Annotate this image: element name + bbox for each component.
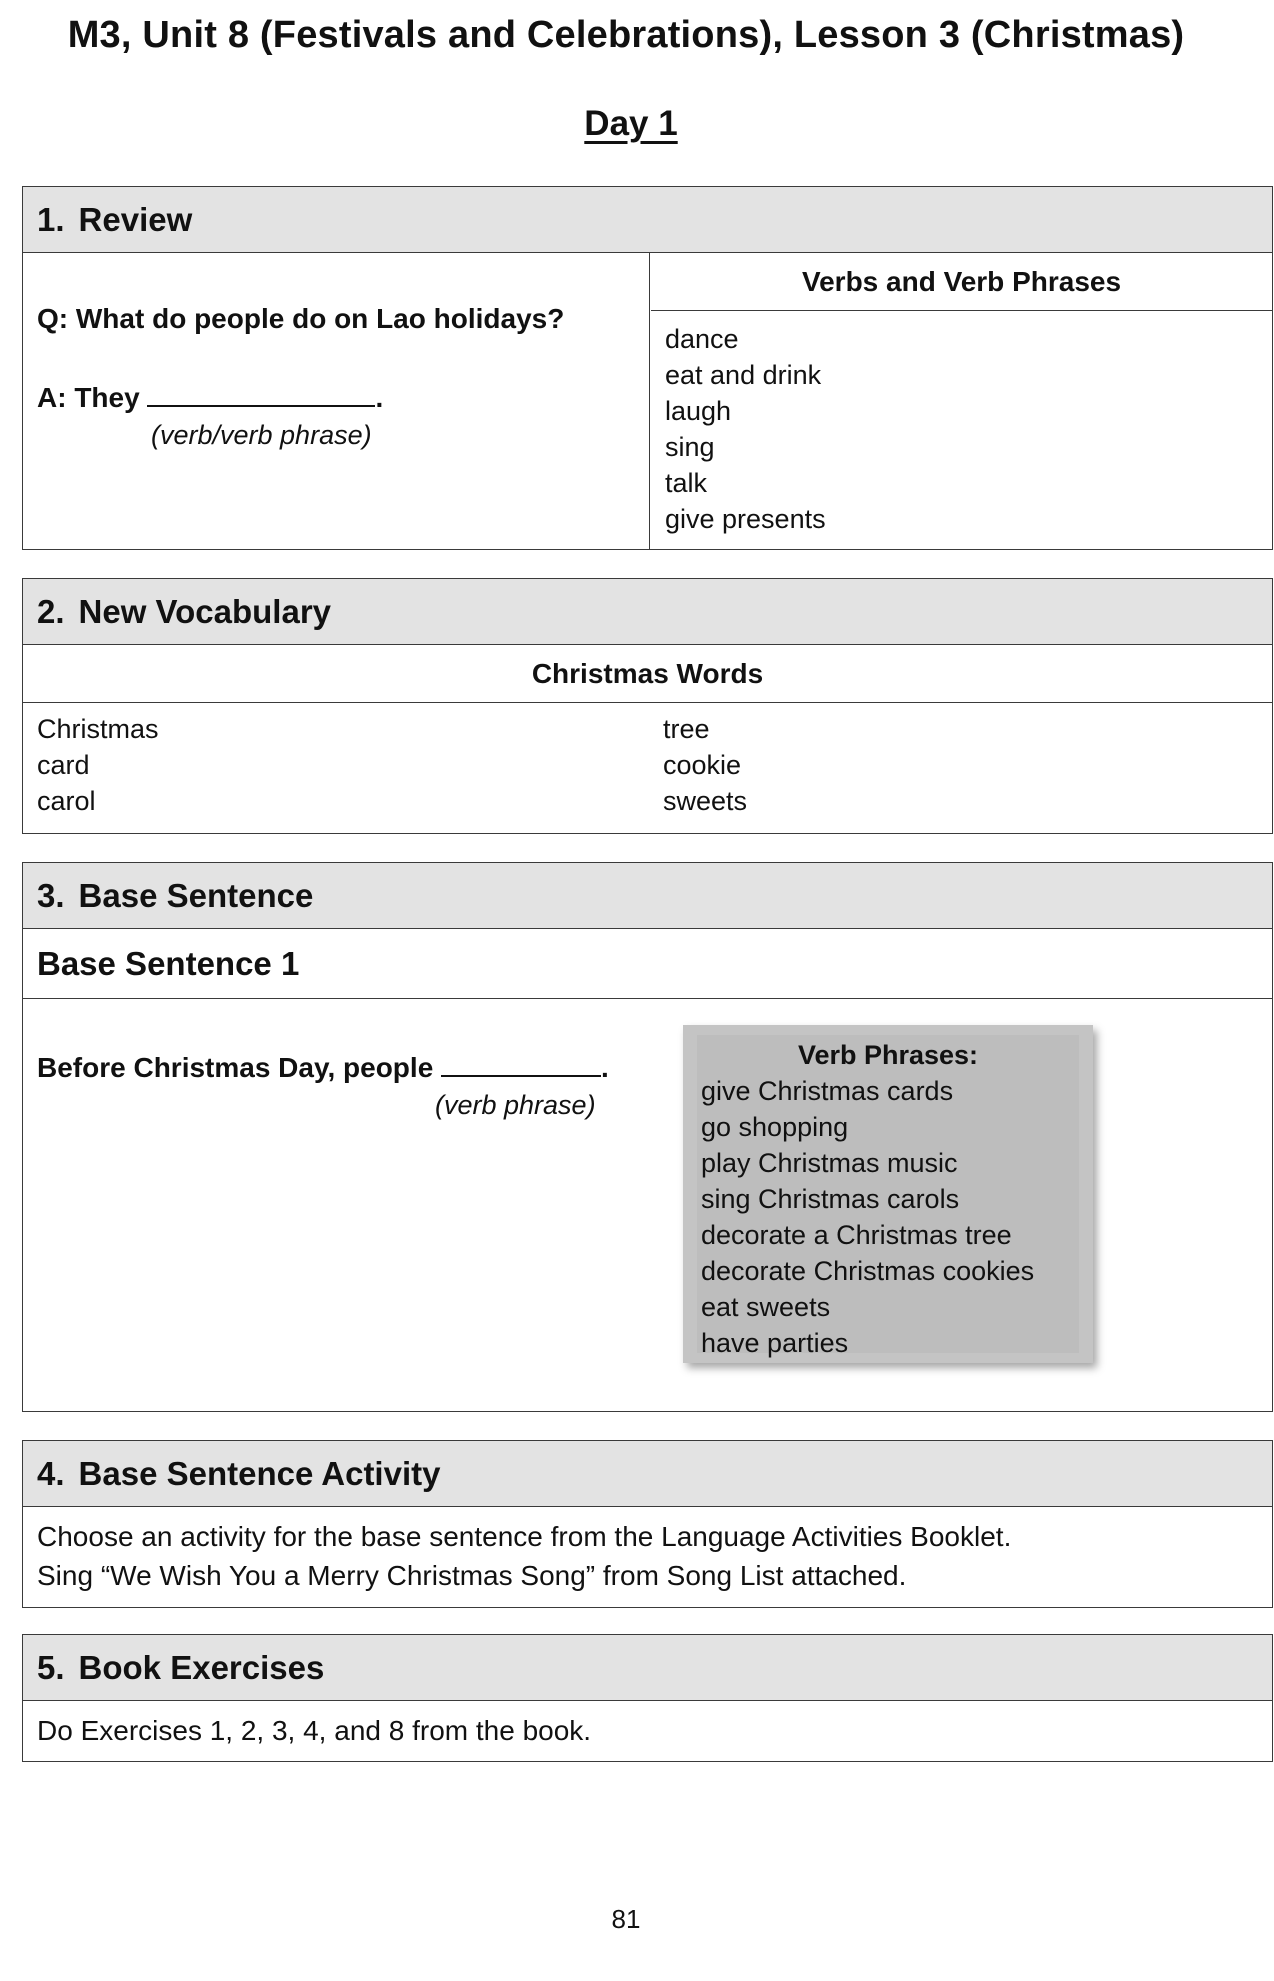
activity-number: 4. xyxy=(37,1454,65,1492)
verb-phrases-list xyxy=(701,1073,1075,1361)
review-section xyxy=(22,186,1273,550)
exercises-header xyxy=(23,1635,1272,1701)
base-sentence-prefix: Before Christmas Day, people xyxy=(37,1052,434,1083)
review-verbs-cell xyxy=(651,253,1272,549)
activity-line-1: Choose an activity for the base sentence from the Language Activities Booklet. xyxy=(37,1521,1012,1552)
verbs-list xyxy=(651,311,1272,537)
page-number: 81 xyxy=(611,1904,641,1934)
page-title: M3, Unit 8 (Festivals and Celebrations), Lesson 3 (Christmas) xyxy=(67,14,1185,56)
verb-item: dance xyxy=(665,324,739,354)
verb-item: talk xyxy=(665,468,708,498)
base-sentence-hint: (verb phrase) xyxy=(435,1090,596,1120)
exercises-section xyxy=(22,1634,1273,1762)
base-sentence-header xyxy=(23,863,1272,929)
verb-item: eat and drink xyxy=(665,360,822,390)
base-sentence-section xyxy=(22,862,1273,1412)
vocabulary-word: Christmas xyxy=(37,714,159,744)
verbs-table-header: Verbs and Verb Phrases xyxy=(651,253,1272,311)
verb-phrase-item: eat sweets xyxy=(701,1292,831,1322)
exercises-text: Do Exercises 1, 2, 3, 4, and 8 from the book. xyxy=(37,1715,592,1746)
vocabulary-column-2 xyxy=(663,711,747,819)
vocabulary-word: sweets xyxy=(663,786,748,816)
activity-line-2: Sing “We Wish You a Merry Christmas Song” from Song List attached. xyxy=(37,1560,907,1591)
vocabulary-word: cookie xyxy=(663,750,742,780)
vocabulary-number: 2. xyxy=(37,592,65,630)
base-sentence-title: Base Sentence xyxy=(78,876,314,914)
verb-phrase-item: play Christmas music xyxy=(701,1148,958,1178)
review-title: Review xyxy=(78,200,193,238)
vocabulary-section xyxy=(22,578,1273,834)
vocabulary-title: New Vocabulary xyxy=(78,592,332,630)
verb-phrase-item: go shopping xyxy=(701,1112,849,1142)
activity-section xyxy=(22,1440,1273,1608)
base-sentence-number: 3. xyxy=(37,876,65,914)
vocabulary-word: card xyxy=(37,750,90,780)
verb-item: give presents xyxy=(665,504,826,534)
review-header xyxy=(23,187,1272,253)
sentence-blank xyxy=(441,1049,601,1077)
base-sentence-suffix: . xyxy=(601,1052,609,1083)
exercises-number: 5. xyxy=(37,1648,65,1686)
vocabulary-word: tree xyxy=(663,714,710,744)
base-sentence-subtitle: Base Sentence 1 xyxy=(23,929,1272,999)
verb-phrase-item: decorate Christmas cookies xyxy=(701,1256,1035,1286)
review-question-cell xyxy=(23,253,650,549)
review-answer-prefix: A: They xyxy=(37,382,140,413)
review-question: Q: What do people do on Lao holidays? xyxy=(37,303,565,334)
verb-phrases-title: Verb Phrases: xyxy=(797,1040,979,1070)
verb-phrase-item: have parties xyxy=(701,1328,849,1358)
review-hint: (verb/verb phrase) xyxy=(151,420,372,450)
vocabulary-word: carol xyxy=(37,786,96,816)
activity-header xyxy=(23,1441,1272,1507)
activity-title: Base Sentence Activity xyxy=(78,1454,441,1492)
review-number: 1. xyxy=(37,200,65,238)
verb-phrase-item: sing Christmas carols xyxy=(701,1184,960,1214)
christmas-words-header: Christmas Words xyxy=(23,645,1272,703)
verb-item: sing xyxy=(665,432,715,462)
vocabulary-header xyxy=(23,579,1272,645)
verb-item: laugh xyxy=(665,396,732,426)
verb-phrases-box xyxy=(683,1025,1093,1363)
review-answer-suffix: . xyxy=(375,382,384,413)
exercises-title: Book Exercises xyxy=(78,1648,325,1686)
day-title: Day 1 xyxy=(584,104,678,143)
verb-phrase-item: give Christmas cards xyxy=(701,1076,954,1106)
base-sentence-text xyxy=(37,1049,609,1086)
vocabulary-column-1 xyxy=(37,711,159,819)
answer-blank xyxy=(147,379,375,407)
review-answer xyxy=(37,379,383,416)
verb-phrase-item: decorate a Christmas tree xyxy=(701,1220,1012,1250)
